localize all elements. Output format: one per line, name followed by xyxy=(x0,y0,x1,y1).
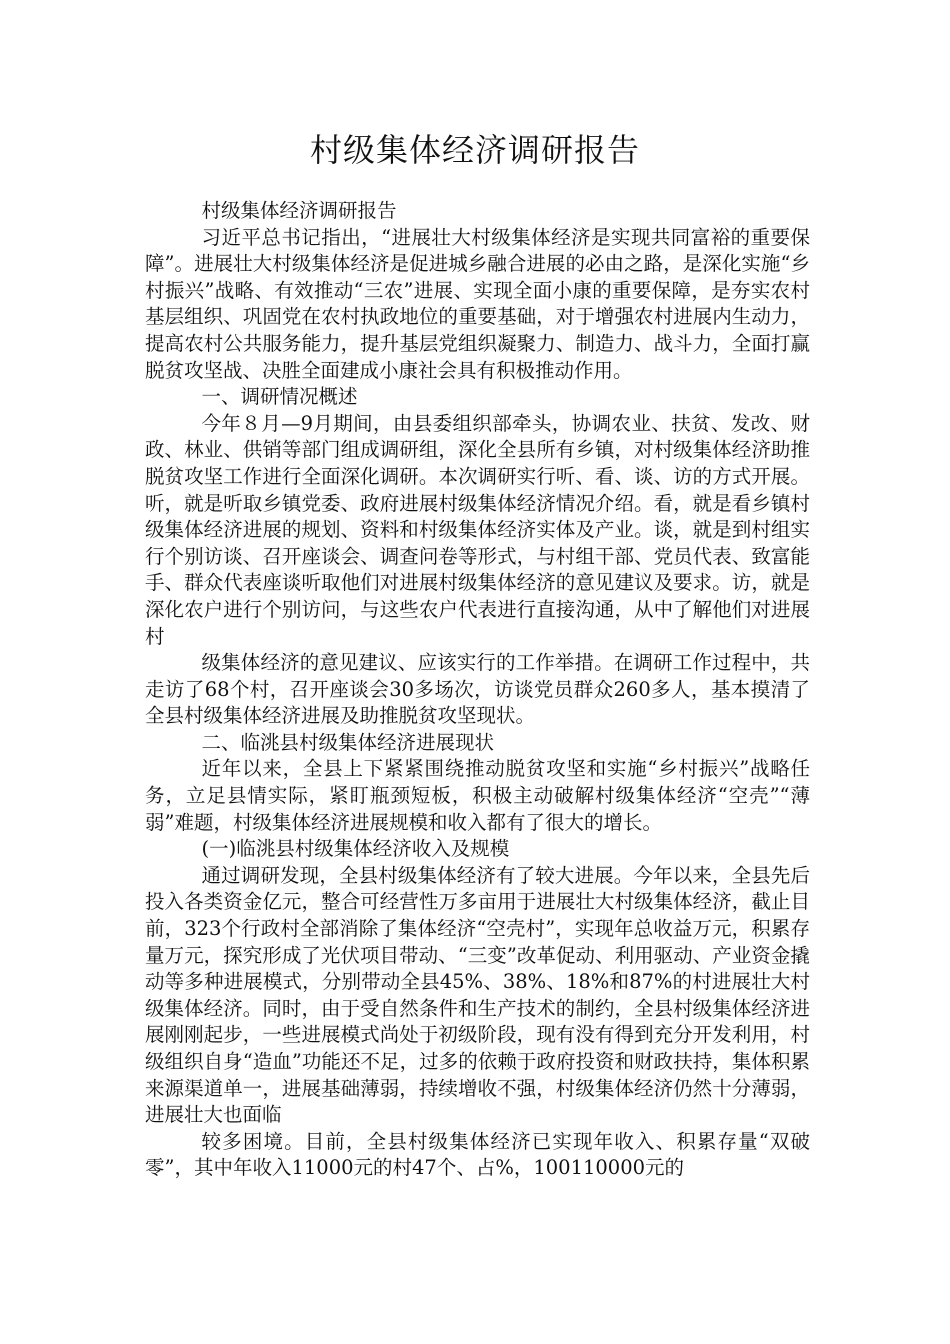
paragraph-intro: 习近平总书记指出，“进展壮大村级集体经济是实现共同富裕的重要保障”。进展壮大村级集体经济是促进城乡融合进展的必由之路，是深化实施“乡村振兴”战略、有效推动“三农”进展、实现全面小康的重要保障，是夯实农村基层组织、巩固党在农村执政地位的重要基础，对于增强农村进展内生动力，提高农村公共服务能力，提升基层党组织凝聚力、制造力、战斗力，全面打赢脱贫攻坚战、决胜全面建成小康社会具有积极推动作用。 xyxy=(145,225,810,382)
paragraph-status: 近年以来，全县上下紧紧围绕推动脱贫攻坚和实施“乡村振兴”战略任务，立足县情实际，紧盯瓶颈短板，积极主动破解村级集体经济“空壳”“薄弱”难题，村级集体经济进展规模和收入都有了很大的增长。 xyxy=(145,757,810,834)
paragraph-subtitle: 村级集体经济调研报告 xyxy=(201,199,397,222)
subsection-heading-1: (一)临洮县村级集体经济收入及规模 xyxy=(201,837,510,861)
document-body xyxy=(145,198,810,1182)
paragraph-difficulties: 较多困境。目前，全县村级集体经济已实现年收入、积累存量“双破零”，其中年收入11000元的村47个、占%，100110000元的 xyxy=(145,1129,810,1180)
paragraph-survey: 今年８月—9月期间，由县委组织部牵头，协调农业、扶贫、发改、财政、林业、供销等部门组成调研组，深化全县所有乡镇，对村级集体经济助推脱贫攻坚工作进行全面深化调研。本次调研实行听、看、谈、访的方式开展。听，就是听取乡镇党委、政府进展村级集体经济情况介绍。看，就是看乡镇村级集体经济进展的规划、资料和村级集体经济实体及产业。谈，就是到村组实行个别访谈、召开座谈会、调查问卷等形式，与村组干部、党员代表、致富能手、群众代表座谈听取他们对进展村级集体经济的意见建议及要求。访，就是深化农户进行个别访问，与这些农户代表进行直接沟通，从中了解他们对进展村 xyxy=(145,411,810,648)
section-heading-2: 二、临洮县村级集体经济进展现状 xyxy=(201,730,495,754)
section-heading-1: 一、调研情况概述 xyxy=(201,385,358,409)
paragraph-survey-cont: 级集体经济的意见建议、应该实行的工作举措。在调研工作过程中，共走访了68个村，召开座谈会30多场次，访谈党员群众260多人，基本摸清了全县村级集体经济进展及助推脱贫攻坚现状。 xyxy=(145,651,810,728)
document-title: 村级集体经济调研报告 xyxy=(309,131,640,169)
paragraph-income: 通过调研发现，全县村级集体经济有了较大进展。今年以来，全县先后投入各类资金亿元，整合可经营性万多亩用于进展壮大村级集体经济，截止目前，323个行政村全部消除了集体经济“空壳村”，实现年总收益万元，积累存量万元，探究形成了光伏项目带动、“三变”改革促动、利用驱动、产业资金撬动等多种进展模式，分别带动全县45%、38%、18%和87%的村进展壮大村级集体经济。同时，由于受自然条件和生产技术的制约，全县村级集体经济进展刚刚起步，一些进展模式尚处于初级阶段，现有没有得到充分开发利用，村级组织自身“造血”功能还不足，过多的依赖于政府投资和财政扶持，集体积累来源渠道单一，进展基础薄弱，持续增收不强，村级集体经济仍然十分薄弱，进展壮大也面临 xyxy=(145,863,810,1127)
